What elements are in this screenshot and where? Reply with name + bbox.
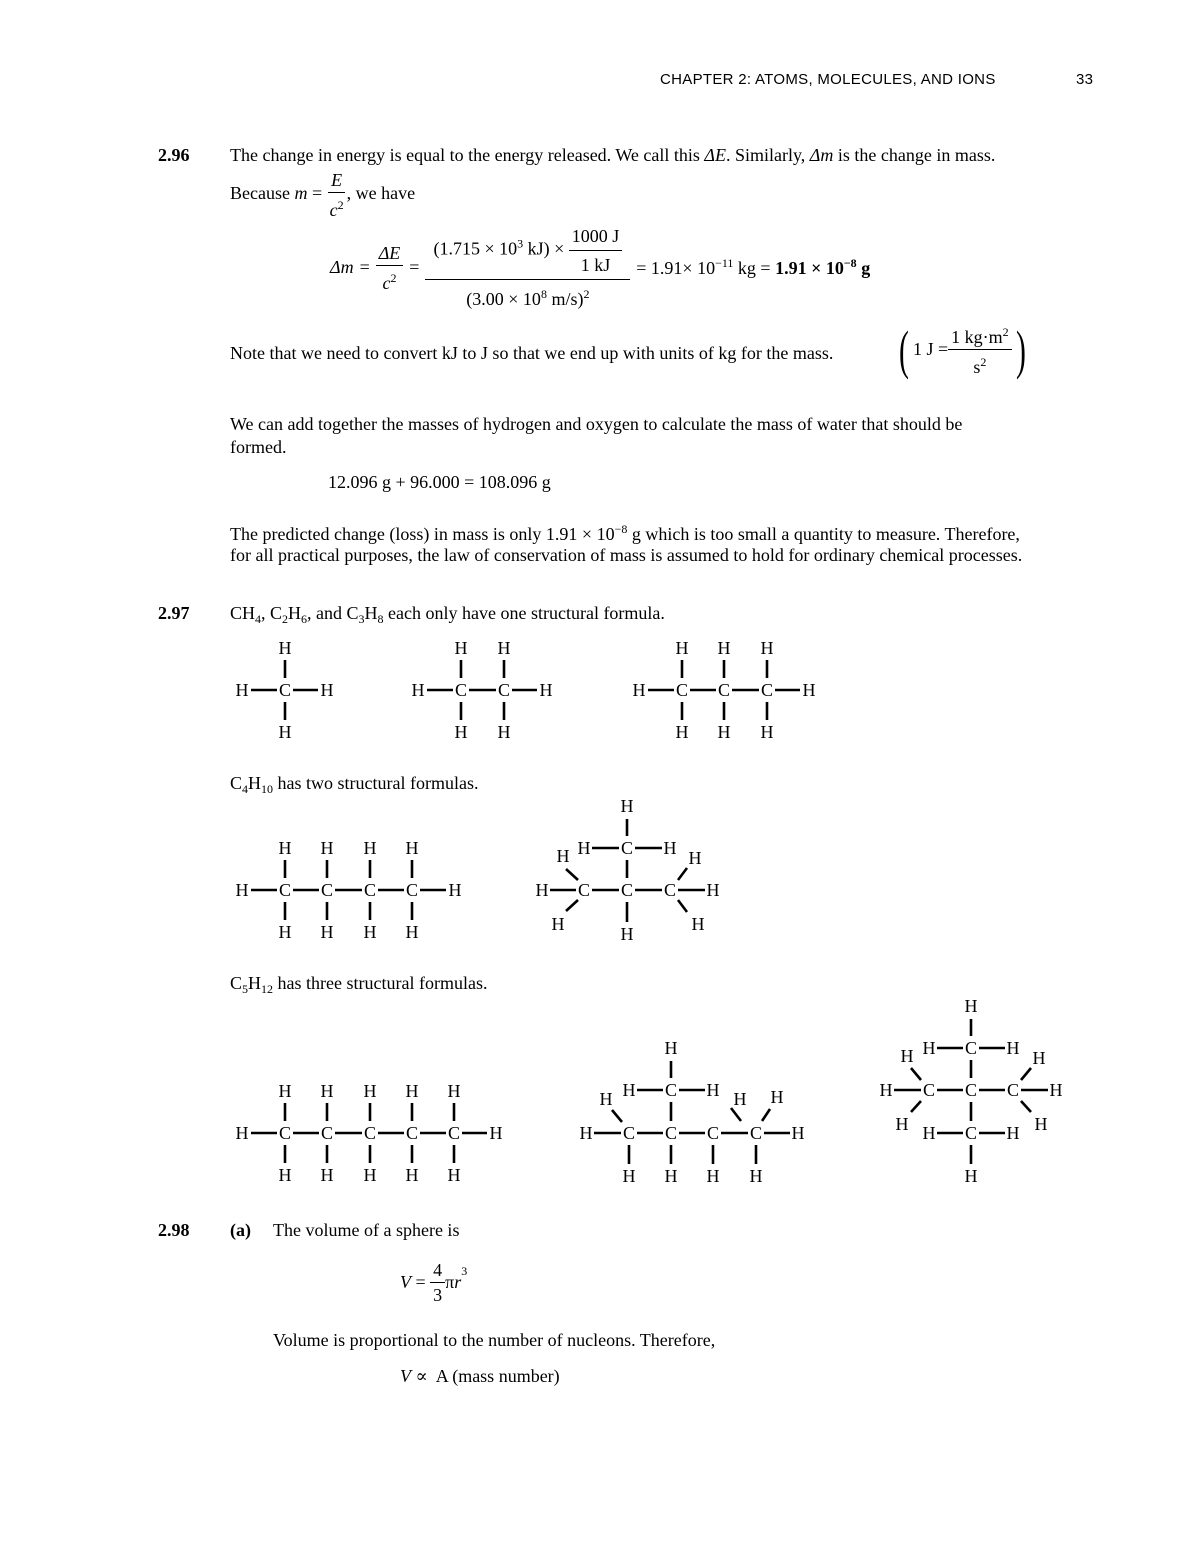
p296-sum-equation: 12.096 g + 96.000 = 108.096 g bbox=[328, 472, 551, 492]
hydrogen-atom: H bbox=[620, 924, 634, 944]
hydrogen-atom: H bbox=[235, 880, 249, 900]
carbon-atom: C bbox=[664, 1080, 678, 1100]
hydrogen-atom: H bbox=[235, 680, 249, 700]
hydrogen-atom: H bbox=[363, 922, 377, 942]
bond bbox=[762, 1109, 770, 1121]
joule-definition: ( 1 J = $\frac{1 kg\cdot m^2}{s^2}$ ) bbox=[899, 319, 1026, 380]
hydrogen-atom: H bbox=[717, 638, 731, 658]
hydrogen-atom: H bbox=[717, 722, 731, 742]
page-number: 33 bbox=[1076, 71, 1094, 88]
p296-prediction-line1: The predicted change (loss) in mass is only $1.91 \times 10^{-8}$ g which is too small a quantity to measure. Therefore, bbox=[230, 522, 1020, 544]
hydrogen-atom: H bbox=[632, 680, 646, 700]
carbon-atom: C bbox=[964, 1038, 978, 1058]
p296-note: Note that we need to convert kJ to J so that we end up with units of kg for the mass. bbox=[230, 343, 834, 363]
hydrogen-atom: H bbox=[411, 680, 425, 700]
hydrogen-atom: H bbox=[1032, 1048, 1046, 1068]
p298-intro: The volume of a sphere is bbox=[273, 1220, 460, 1240]
hydrogen-atom: H bbox=[497, 638, 511, 658]
c4h10-caption: $C_4H_{10}$ has two structural formulas. bbox=[230, 773, 479, 796]
p297-intro: $CH_4$, $C_2H_6$, and $C_3H_8$ each only have one structural formula. bbox=[230, 603, 665, 626]
hydrogen-atom: H bbox=[363, 1081, 377, 1101]
hydrogen-atom: H bbox=[964, 1166, 978, 1186]
hydrogen-atom: H bbox=[599, 1089, 613, 1109]
part-a-label: (a) bbox=[230, 1220, 251, 1240]
fraction-kj-conversion: $\frac{1000 J}{1 kJ}$ bbox=[569, 222, 623, 279]
hydrogen-atom: H bbox=[579, 1123, 593, 1143]
hydrogen-atom: H bbox=[405, 1165, 419, 1185]
carbon-atom: C bbox=[717, 680, 731, 700]
c5h12-caption: $C_5H_{12}$ has three structural formulas. bbox=[230, 973, 488, 996]
hydrogen-atom: H bbox=[447, 1165, 461, 1185]
hydrogen-atom: H bbox=[802, 680, 816, 700]
hydrogen-atom: H bbox=[539, 680, 553, 700]
hydrogen-atom: H bbox=[664, 1038, 678, 1058]
carbon-atom: C bbox=[320, 1123, 334, 1143]
bond bbox=[911, 1068, 921, 1080]
hydrogen-atom: H bbox=[320, 680, 334, 700]
p296-because-line: Because m = $\frac{E}{c^2}$ , we have bbox=[230, 170, 416, 220]
hydrogen-atom: H bbox=[964, 996, 978, 1016]
fraction-energy-over-c-squared: ($1.715 \times 10^3$ kJ) × $\frac{1000 J}{1 kJ}$ ($3.00 \times 10^8$ m/s)$^2$ bbox=[425, 222, 630, 313]
hydrogen-atom: H bbox=[363, 1165, 377, 1185]
hydrogen-atom: H bbox=[620, 796, 634, 816]
carbon-atom: C bbox=[620, 880, 634, 900]
carbon-atom: C bbox=[922, 1080, 936, 1100]
hydrogen-atom: H bbox=[278, 722, 292, 742]
p296-line1: The change in energy is equal to the energy released. We call this ΔE. Similarly, Δm is the change in mass. bbox=[230, 145, 996, 165]
carbon-atom: C bbox=[278, 880, 292, 900]
carbon-atom: C bbox=[454, 680, 468, 700]
hydrogen-atom: H bbox=[1006, 1123, 1020, 1143]
p296-add-line1: We can add together the masses of hydrogen and oxygen to calculate the mass of water that should be bbox=[230, 414, 963, 434]
hydrogen-atom: H bbox=[691, 914, 705, 934]
hydrogen-atom: H bbox=[879, 1080, 893, 1100]
hydrogen-atom: H bbox=[489, 1123, 503, 1143]
carbon-atom: C bbox=[749, 1123, 763, 1143]
hydrogen-atom: H bbox=[320, 838, 334, 858]
hydrogen-atom: H bbox=[363, 838, 377, 858]
bond bbox=[911, 1101, 921, 1112]
bond bbox=[678, 868, 687, 880]
bond bbox=[566, 869, 578, 880]
bond bbox=[731, 1108, 741, 1121]
hydrogen-atom: H bbox=[663, 838, 677, 858]
carbon-atom: C bbox=[620, 838, 634, 858]
hydrogen-atom: H bbox=[1006, 1038, 1020, 1058]
carbon-atom: C bbox=[447, 1123, 461, 1143]
delta-m-equation: Δm = $\frac{\Delta E}{c^2}$ = ($1.715 \times 10^3$ kJ) × $\frac{1000 J}{1 kJ}$ ($3.00 \times 10^8$ m/s)$^2$ = $1.91\times 10^{-11}$ kg = $1.91 \times 10^{-8}$ g bbox=[330, 222, 870, 313]
hydrogen-atom: H bbox=[895, 1114, 909, 1134]
carbon-atom: C bbox=[405, 1123, 419, 1143]
hydrogen-atom: H bbox=[688, 848, 702, 868]
bond bbox=[566, 900, 578, 911]
p298-proportional-equation: V ∝ A (mass number) bbox=[400, 1366, 560, 1386]
hydrogen-atom: H bbox=[497, 722, 511, 742]
carbon-atom: C bbox=[577, 880, 591, 900]
carbon-atom: C bbox=[964, 1080, 978, 1100]
carbon-atom: C bbox=[675, 680, 689, 700]
hydrogen-atom: H bbox=[1034, 1114, 1048, 1134]
carbon-atom: C bbox=[363, 880, 377, 900]
hydrogen-atom: H bbox=[706, 880, 720, 900]
hydrogen-atom: H bbox=[405, 838, 419, 858]
hydrogen-atom: H bbox=[448, 880, 462, 900]
carbon-atom: C bbox=[663, 880, 677, 900]
hydrogen-atom: H bbox=[278, 638, 292, 658]
hydrogen-atom: H bbox=[535, 880, 549, 900]
problem-number-2-97: 2.97 bbox=[158, 603, 190, 623]
hydrogen-atom: H bbox=[447, 1081, 461, 1101]
carbon-atom: C bbox=[760, 680, 774, 700]
hydrogen-atom: H bbox=[922, 1038, 936, 1058]
hydrogen-atom: H bbox=[320, 1165, 334, 1185]
hydrogen-atom: H bbox=[278, 922, 292, 942]
p298-proportional-line: Volume is proportional to the number of nucleons. Therefore, bbox=[273, 1330, 716, 1350]
hydrogen-atom: H bbox=[675, 638, 689, 658]
answer-mass: $1.91 \times 10^{-8}$ g bbox=[775, 256, 871, 278]
hydrogen-atom: H bbox=[405, 922, 419, 942]
fraction-E-over-c2: $\frac{E}{c^2}$ bbox=[329, 170, 344, 220]
hydrogen-atom: H bbox=[900, 1046, 914, 1066]
hydrogen-atom: H bbox=[760, 722, 774, 742]
hydrogen-atom: H bbox=[454, 638, 468, 658]
carbon-atom: C bbox=[278, 1123, 292, 1143]
hydrogen-atom: H bbox=[551, 914, 565, 934]
hydrogen-atom: H bbox=[791, 1123, 805, 1143]
hydrogen-atom: H bbox=[278, 838, 292, 858]
problem-number-2-96: 2.96 bbox=[158, 145, 190, 165]
carbon-atom: C bbox=[622, 1123, 636, 1143]
carbon-atom: C bbox=[363, 1123, 377, 1143]
carbon-atom: C bbox=[320, 880, 334, 900]
fraction-dE-over-c2: $\frac{\Delta E}{c^2}$ bbox=[376, 241, 404, 295]
carbon-atom: C bbox=[1006, 1080, 1020, 1100]
hydrogen-atom: H bbox=[706, 1080, 720, 1100]
running-header: CHAPTER 2: ATOMS, MOLECULES, AND IONS bbox=[660, 71, 996, 88]
hydrogen-atom: H bbox=[454, 722, 468, 742]
carbon-atom: C bbox=[664, 1123, 678, 1143]
hydrogen-atom: H bbox=[320, 1081, 334, 1101]
bond bbox=[1021, 1068, 1031, 1080]
bond bbox=[612, 1110, 622, 1122]
carbon-atom: C bbox=[278, 680, 292, 700]
carbon-atom: C bbox=[964, 1123, 978, 1143]
hydrogen-atom: H bbox=[922, 1123, 936, 1143]
carbon-atom: C bbox=[405, 880, 419, 900]
hydrogen-atom: H bbox=[1049, 1080, 1063, 1100]
hydrogen-atom: H bbox=[320, 922, 334, 942]
hydrogen-atom: H bbox=[706, 1166, 720, 1186]
p296-prediction-line2: for all practical purposes, the law of conservation of mass is assumed to hold for ordinary chemical processes. bbox=[230, 545, 1023, 565]
p296-add-line2: formed. bbox=[230, 437, 287, 457]
hydrogen-atom: H bbox=[278, 1165, 292, 1185]
hydrogen-atom: H bbox=[664, 1166, 678, 1186]
hydrogen-atom: H bbox=[760, 638, 774, 658]
hydrogen-atom: H bbox=[278, 1081, 292, 1101]
bond bbox=[678, 900, 687, 912]
hydrogen-atom: H bbox=[577, 838, 591, 858]
bond bbox=[1021, 1101, 1031, 1112]
hydrogen-atom: H bbox=[622, 1166, 636, 1186]
sphere-volume-equation: V = $\frac{4}{3}$ π r $^3$ bbox=[400, 1260, 468, 1305]
carbon-atom: C bbox=[497, 680, 511, 700]
hydrogen-atom: H bbox=[675, 722, 689, 742]
hydrogen-atom: H bbox=[622, 1080, 636, 1100]
hydrogen-atom: H bbox=[770, 1087, 784, 1107]
hydrogen-atom: H bbox=[235, 1123, 249, 1143]
hydrogen-atom: H bbox=[556, 846, 570, 866]
carbon-atom: C bbox=[706, 1123, 720, 1143]
hydrogen-atom: H bbox=[749, 1166, 763, 1186]
hydrogen-atom: H bbox=[405, 1081, 419, 1101]
hydrogen-atom: H bbox=[733, 1089, 747, 1109]
problem-number-2-98: 2.98 bbox=[158, 1220, 190, 1240]
